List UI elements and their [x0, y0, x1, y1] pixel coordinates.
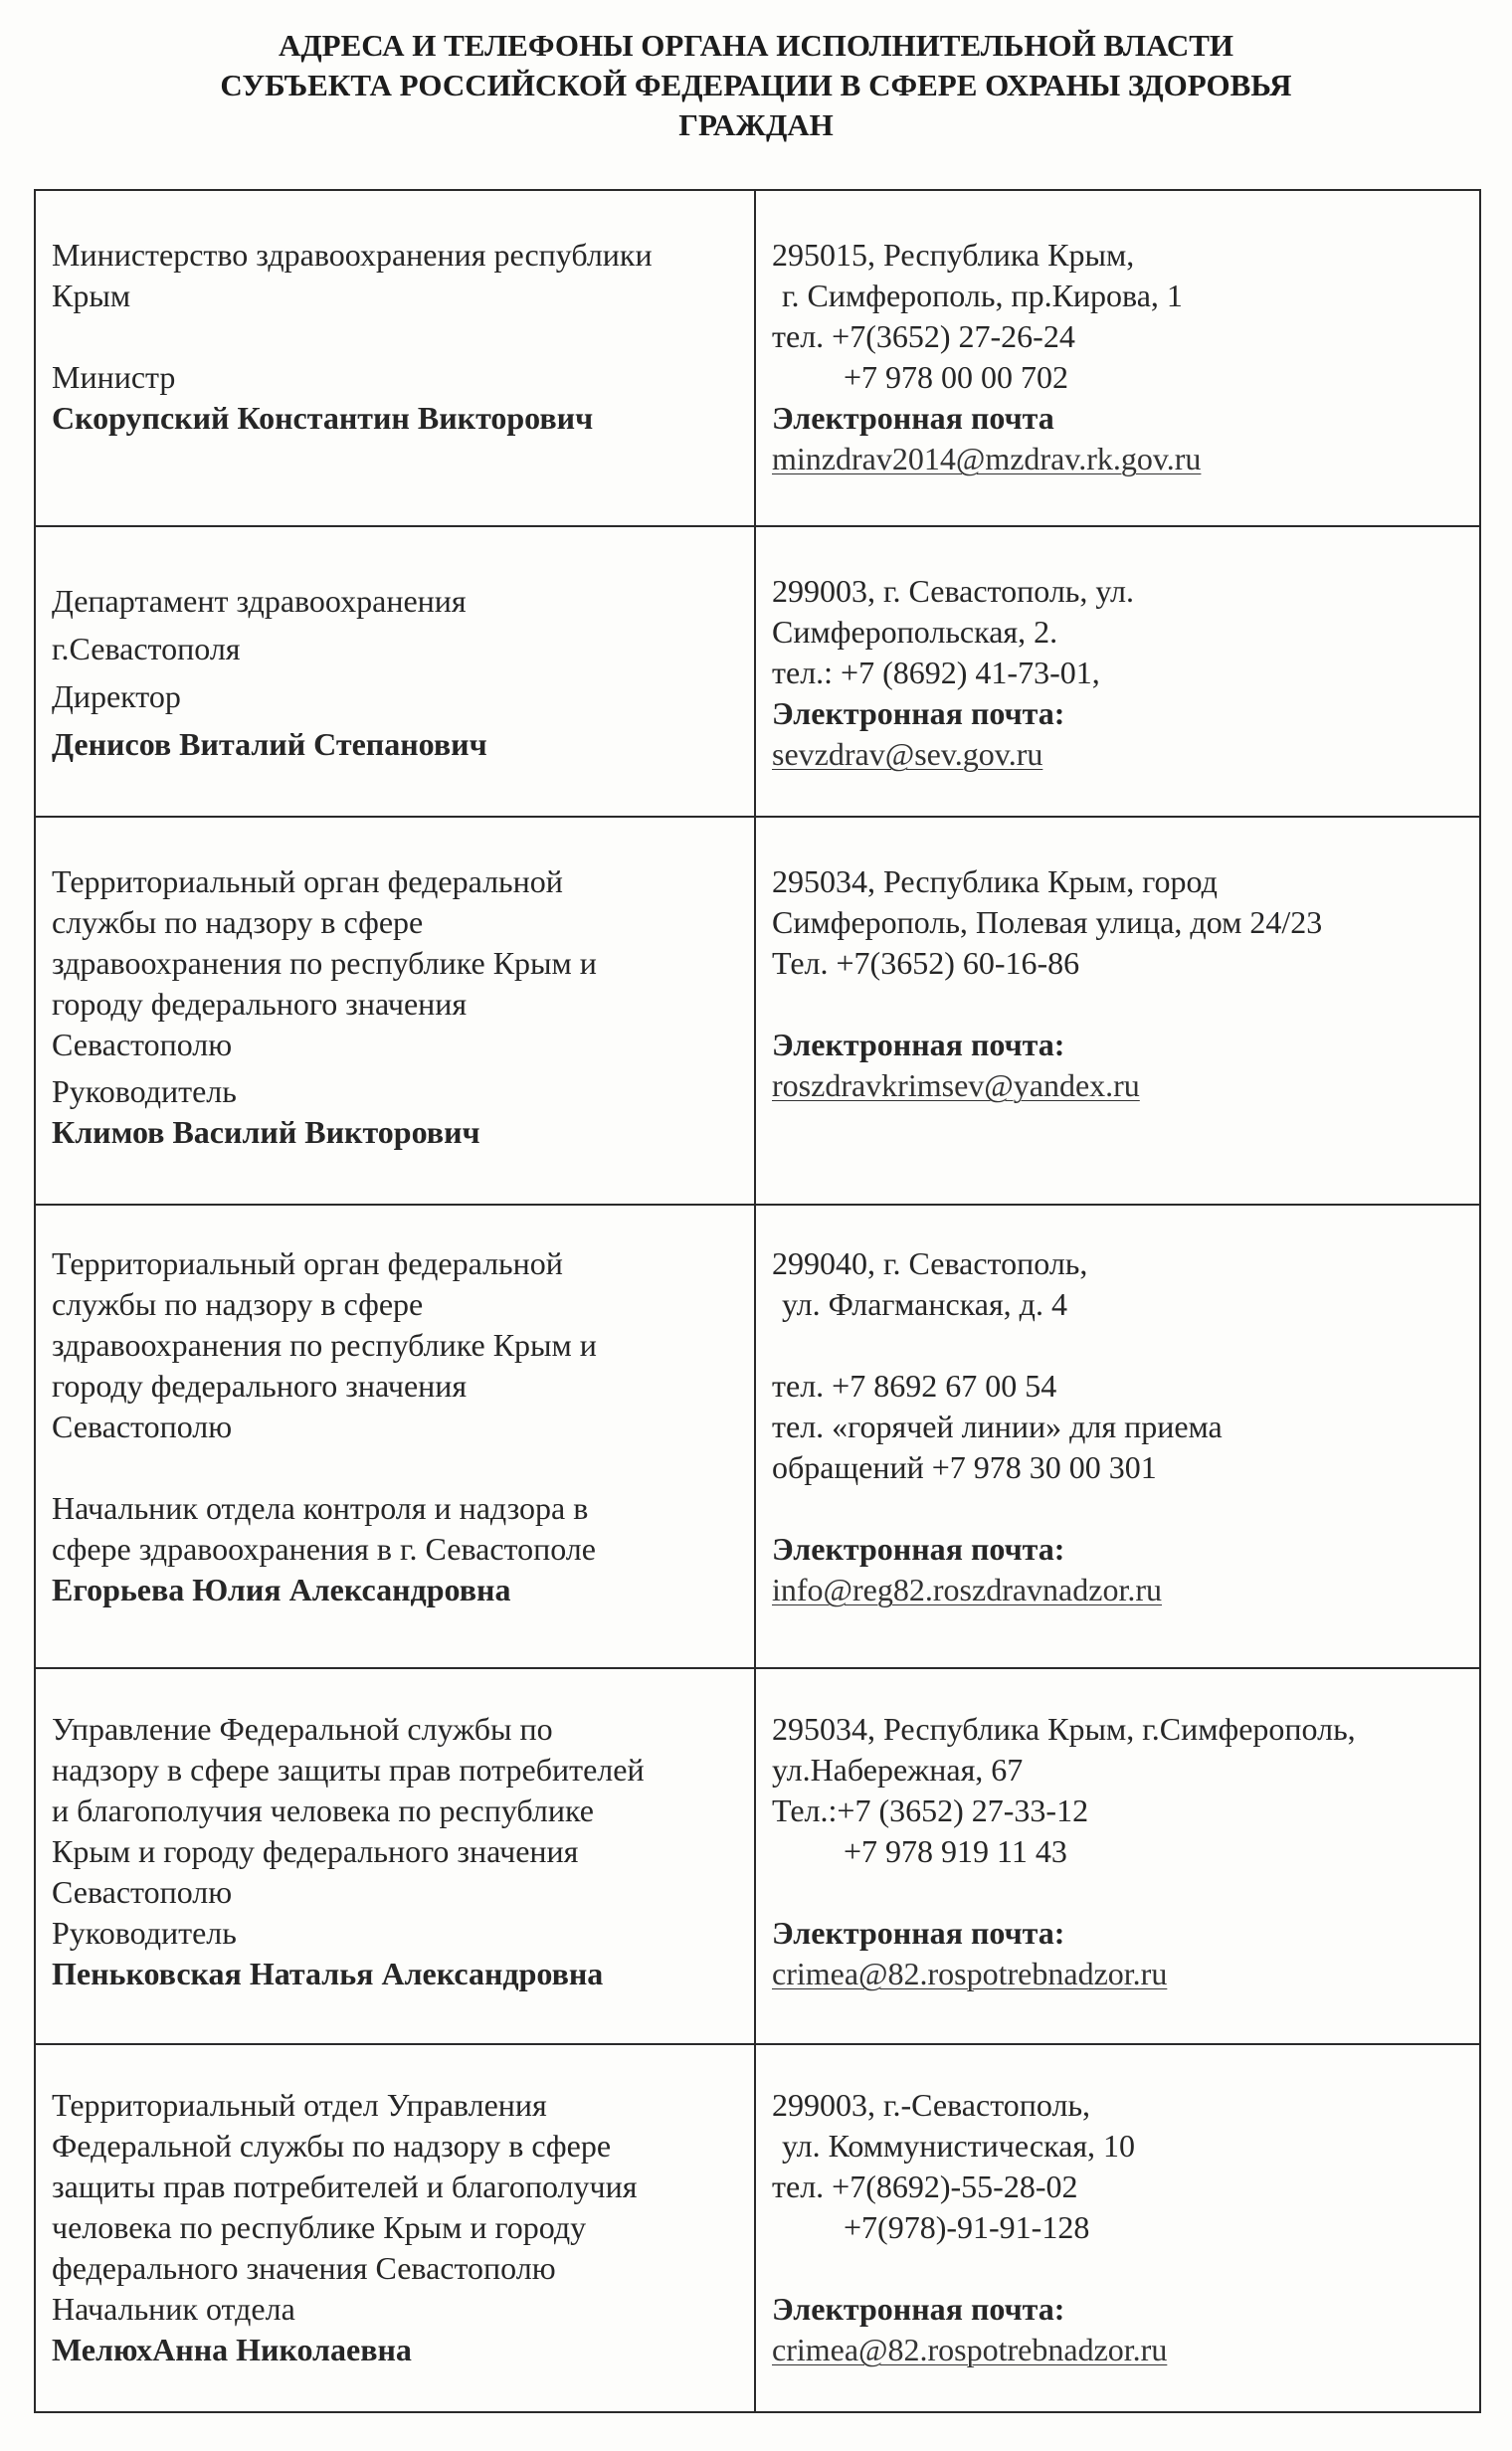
position-title: Начальник отдела: [52, 2291, 295, 2327]
table-column-divider: [754, 189, 756, 2413]
address-line: ул. Флагманская, д. 4: [782, 1286, 1067, 1322]
table-border-left: [34, 189, 36, 2413]
email-link[interactable]: crimea@82.rospotrebnadzor.ru: [772, 2332, 1168, 2367]
person-name: Климов Василий Викторович: [52, 1114, 480, 1150]
org-name-line: защиты прав потребителей и благополучия: [52, 2168, 638, 2204]
phone-line: +7 978 919 11 43: [844, 1833, 1067, 1869]
table-border-right: [1479, 189, 1481, 2413]
person-name: МелюхАнна Николаевна: [52, 2332, 412, 2367]
row-divider: [34, 525, 1481, 527]
org-name-line: Территориальный орган федеральной: [52, 863, 563, 899]
phone-line: обращений +7 978 30 00 301: [772, 1449, 1157, 1485]
phone-line: тел. +7 8692 67 00 54: [772, 1368, 1057, 1404]
org-name-line: Департамент здравоохранения: [52, 583, 467, 619]
email-label: Электронная почта: [772, 400, 1054, 436]
title-line-3: ГРАЖДАН: [678, 107, 834, 142]
phone-line: тел. «горячей линии» для приема: [772, 1409, 1223, 1444]
address-line: ул. Коммунистическая, 10: [782, 2128, 1136, 2164]
row-divider: [34, 2043, 1481, 2045]
email-link[interactable]: sevzdrav@sev.gov.ru: [772, 736, 1043, 772]
person-name: Пеньковская Наталья Александровна: [52, 1956, 604, 1991]
org-name-line: надзору в сфере защиты прав потребителей: [52, 1752, 645, 1788]
document-title: [0, 26, 1512, 145]
email-label: Электронная почта:: [772, 1027, 1065, 1062]
address-line: 295034, Республика Крым, город: [772, 863, 1218, 899]
position-title: Министр: [52, 359, 176, 395]
org-name-line: и благополучия человека по республике: [52, 1792, 594, 1828]
address-line: 299040, г. Севастополь,: [772, 1245, 1088, 1281]
org-name-line: службы по надзору в сфере: [52, 904, 424, 940]
table-row-2-right: [772, 571, 1134, 775]
table-row-6-right: [772, 2085, 1167, 2370]
table-row-4-left: [52, 1243, 597, 1610]
position-title: Руководитель: [52, 1073, 237, 1109]
title-line-2: СУБЪЕКТА РОССИЙСКОЙ ФЕДЕРАЦИИ В СФЕРЕ ОХРАНЫ ЗДОРОВЬЯ: [220, 68, 1292, 102]
position-title: сфере здравоохранения в г. Севастополе: [52, 1531, 596, 1567]
org-name-line: человека по республике Крым и городу: [52, 2209, 587, 2245]
position-title: Директор: [52, 678, 181, 714]
org-name-line: Территориальный отдел Управления: [52, 2087, 547, 2123]
org-name-line: Севастополю: [52, 1874, 233, 1910]
org-name-line: Управление Федеральной службы по: [52, 1711, 553, 1747]
table-row-3-right: [772, 861, 1322, 1106]
title-line-1: АДРЕСА И ТЕЛЕФОНЫ ОРГАНА ИСПОЛНИТЕЛЬНОЙ ВЛАСТИ: [278, 28, 1234, 63]
email-link[interactable]: minzdrav2014@mzdrav.rk.gov.ru: [772, 441, 1202, 476]
address-line: 295034, Республика Крым, г.Симферополь,: [772, 1711, 1356, 1747]
table-row-5-left: [52, 1709, 645, 1994]
org-name-line: здравоохранения по республике Крым и: [52, 1327, 597, 1363]
position-title: Руководитель: [52, 1915, 237, 1951]
org-name-line: Крым и городу федерального значения: [52, 1833, 579, 1869]
org-name-line: службы по надзору в сфере: [52, 1286, 424, 1322]
table-row-2-left: [52, 577, 487, 768]
person-name: Денисов Виталий Степанович: [52, 726, 487, 762]
phone-line: +7(978)-91-91-128: [844, 2209, 1090, 2245]
email-link[interactable]: roszdravkrimsev@yandex.ru: [772, 1067, 1140, 1103]
org-name-line: Крым: [52, 278, 131, 313]
email-label: Электронная почта:: [772, 1531, 1065, 1567]
table-border-bottom: [34, 2411, 1481, 2413]
email-link[interactable]: info@reg82.roszdravnadzor.ru: [772, 1572, 1162, 1607]
org-name-line: городу федерального значения: [52, 986, 468, 1022]
phone-line: тел.: +7 (8692) 41-73-01,: [772, 655, 1100, 690]
position-title: Начальник отдела контроля и надзора в: [52, 1490, 589, 1526]
org-name-line: Севастополю: [52, 1409, 233, 1444]
org-name-line: г.Севастополя: [52, 631, 241, 666]
email-label: Электронная почта:: [772, 1915, 1065, 1951]
email-label: Электронная почта:: [772, 2291, 1065, 2327]
phone-line: +7 978 00 00 702: [844, 359, 1069, 395]
email-label: Электронная почта:: [772, 695, 1065, 731]
org-name-line: Федеральной службы по надзору в сфере: [52, 2128, 612, 2164]
org-name-line: Министерство здравоохранения республики: [52, 237, 653, 273]
row-divider: [34, 816, 1481, 818]
person-name: Егорьева Юлия Александровна: [52, 1572, 511, 1607]
table-row-1-left: [52, 235, 653, 439]
org-name-line: городу федерального значения: [52, 1368, 468, 1404]
table-border-top: [34, 189, 1481, 191]
org-name-line: здравоохранения по республике Крым и: [52, 945, 597, 981]
table-row-6-left: [52, 2085, 637, 2370]
address-line: 299003, г.-Севастополь,: [772, 2087, 1091, 2123]
phone-line: Тел. +7(3652) 60-16-86: [772, 945, 1080, 981]
address-line: г. Симферополь, пр.Кирова, 1: [782, 278, 1183, 313]
table-row-4-right: [772, 1243, 1223, 1610]
phone-line: тел. +7(8692)-55-28-02: [772, 2168, 1078, 2204]
table-row-3-left: [52, 861, 597, 1153]
address-line: 295015, Республика Крым,: [772, 237, 1135, 273]
address-line: 299003, г. Севастополь, ул.: [772, 573, 1134, 609]
row-divider: [34, 1204, 1481, 1206]
table-row-5-right: [772, 1709, 1356, 1994]
org-name-line: Территориальный орган федеральной: [52, 1245, 563, 1281]
address-line: Симферополь, Полевая улица, дом 24/23: [772, 904, 1323, 940]
address-line: ул.Набережная, 67: [772, 1752, 1024, 1788]
row-divider: [34, 1667, 1481, 1669]
person-name: Скорупский Константин Викторович: [52, 400, 594, 436]
address-line: Симферопольская, 2.: [772, 614, 1058, 650]
table-row-1-right: [772, 235, 1201, 479]
org-name-line: федерального значения Севастополю: [52, 2250, 556, 2286]
phone-line: Тел.:+7 (3652) 27-33-12: [772, 1792, 1089, 1828]
email-link[interactable]: crimea@82.rospotrebnadzor.ru: [772, 1956, 1168, 1991]
phone-line: тел. +7(3652) 27-26-24: [772, 318, 1075, 354]
org-name-line: Севастополю: [52, 1027, 233, 1062]
